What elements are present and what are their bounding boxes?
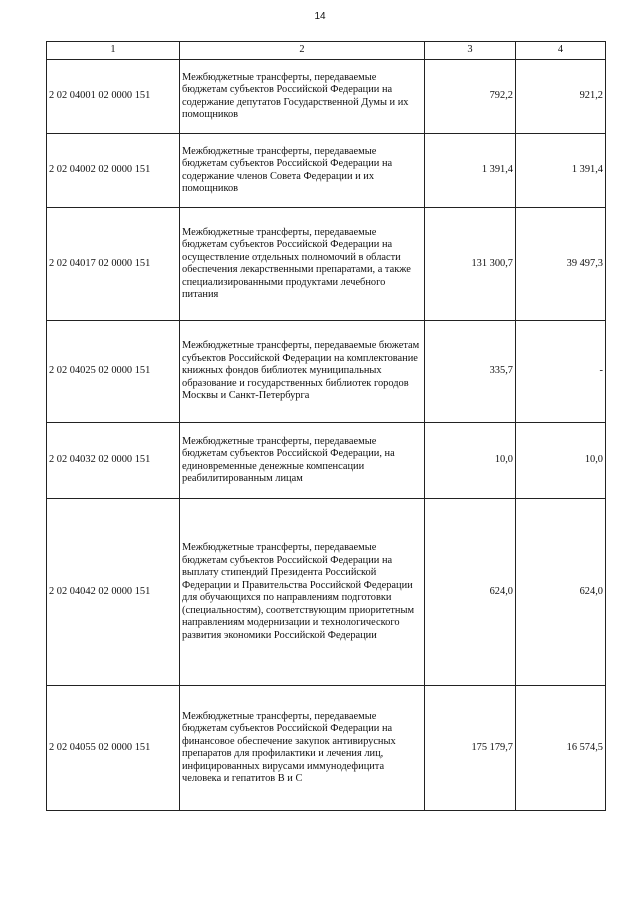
table-row xyxy=(47,686,606,811)
budget-code: 2 02 04032 02 0000 151 xyxy=(47,423,180,499)
amount-column-3: 792,2 xyxy=(425,60,516,134)
table-row xyxy=(47,60,606,134)
table-row xyxy=(47,499,606,686)
budget-code: 2 02 04017 02 0000 151 xyxy=(47,208,180,321)
table-row xyxy=(47,208,606,321)
table-row xyxy=(47,134,606,208)
amount-column-3: 1 391,4 xyxy=(425,134,516,208)
budget-code: 2 02 04055 02 0000 151 xyxy=(47,686,180,811)
transfer-description: Межбюджетные трансферты, передаваемые бюджетам субъектов Российской Федерации на выплату стипендий Президента Российской Федерации и Правительства Российской Федерации для обучающихся по направлениям подготовки (специальностям), соответствующим приоритетным направлениям модернизации и технологического развития экономики Российской Федерации xyxy=(180,499,425,686)
table-row xyxy=(47,321,606,423)
transfer-description: Межбюджетные трансферты, передаваемые бюджетам субъектов Российской Федерации на содержание депутатов Государственной Думы и их помощников xyxy=(180,60,425,134)
budget-code: 2 02 04002 02 0000 151 xyxy=(47,134,180,208)
table-header-row xyxy=(47,42,606,60)
table-row xyxy=(47,423,606,499)
amount-column-3: 131 300,7 xyxy=(425,208,516,321)
budget-code: 2 02 04001 02 0000 151 xyxy=(47,60,180,134)
column-header-2: 2 xyxy=(180,42,425,60)
amount-column-4: 1 391,4 xyxy=(516,134,606,208)
amount-column-3: 10,0 xyxy=(425,423,516,499)
amount-column-4: - xyxy=(516,321,606,423)
amount-column-4: 921,2 xyxy=(516,60,606,134)
transfer-description: Межбюджетные трансферты, передаваемые бюджетам субъектов Российской Федерации на осуществление отдельных полномочий в области обеспечения лекарственными препаратами, а также специализированными продуктами лечебного питания xyxy=(180,208,425,321)
budget-code: 2 02 04025 02 0000 151 xyxy=(47,321,180,423)
amount-column-4: 39 497,3 xyxy=(516,208,606,321)
budget-table xyxy=(46,41,606,811)
column-header-4: 4 xyxy=(516,42,606,60)
amount-column-4: 16 574,5 xyxy=(516,686,606,811)
amount-column-4: 624,0 xyxy=(516,499,606,686)
amount-column-3: 175 179,7 xyxy=(425,686,516,811)
amount-column-3: 335,7 xyxy=(425,321,516,423)
transfer-description: Межбюджетные трансферты, передаваемые бюжетам субъектов Российской Федерации на комплектование книжных фондов библиотек муниципальных образование и государственных библиотек городов Москвы и Санкт-Петербурга xyxy=(180,321,425,423)
column-header-3: 3 xyxy=(425,42,516,60)
transfer-description: Межбюджетные трансферты, передаваемые бюджетам субъектов Российской Федерации на содержание членов Совета Федерации и их помощников xyxy=(180,134,425,208)
budget-code: 2 02 04042 02 0000 151 xyxy=(47,499,180,686)
transfer-description: Межбюджетные трансферты, передаваемые бюджетам субъектов Российской Федерации, на единовременные денежные компенсации реабилитированным лицам xyxy=(180,423,425,499)
amount-column-4: 10,0 xyxy=(516,423,606,499)
column-header-1: 1 xyxy=(47,42,180,60)
page-number: 14 xyxy=(314,11,326,22)
amount-column-3: 624,0 xyxy=(425,499,516,686)
transfer-description: Межбюджетные трансферты, передаваемые бюджетам субъектов Российской Федерации на финансовое обеспечение закупок антивирусных препаратов для профилактики и лечения лиц, инфицированных вирусами иммунодефицита человека и гепатитов В и С xyxy=(180,686,425,811)
